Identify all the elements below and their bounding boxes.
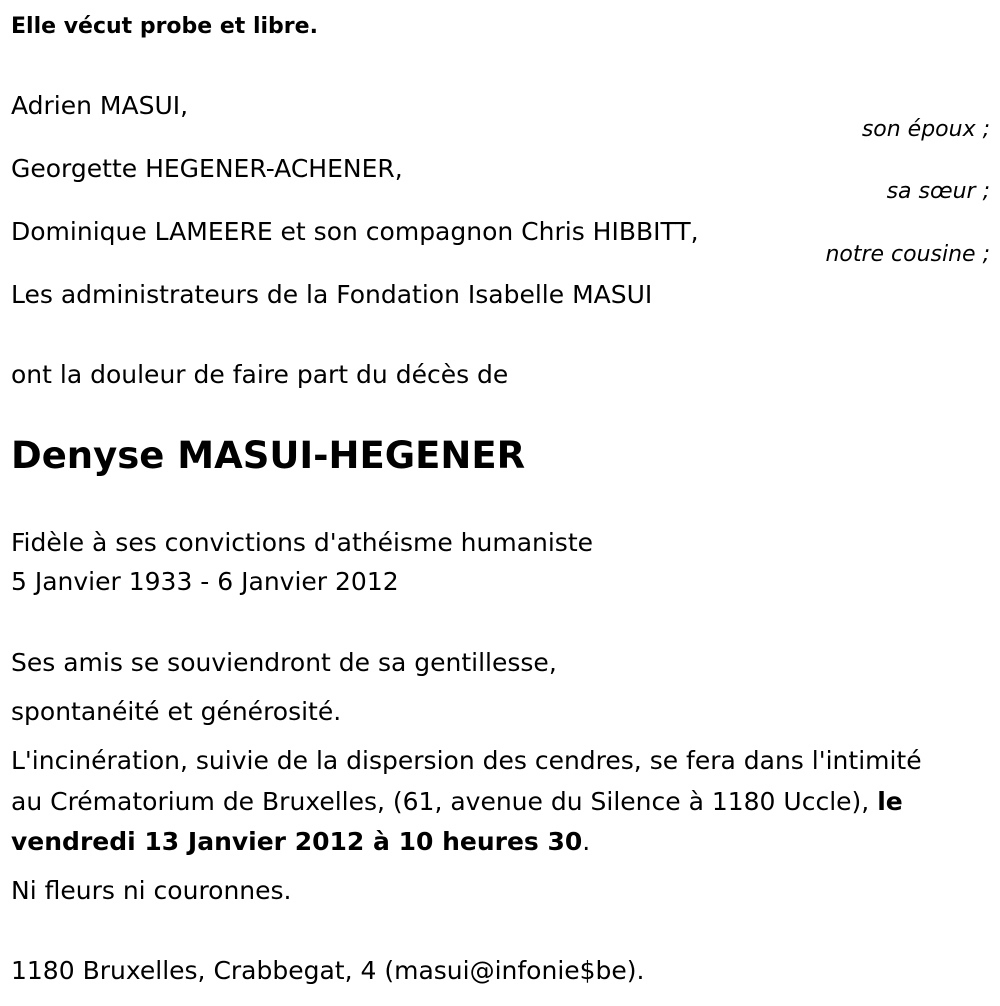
family-member-relation: son époux ; [861, 117, 990, 142]
family-member-name: Adrien MASUI, [11, 91, 189, 120]
ceremony-period: . [582, 827, 591, 856]
family-member-relation: notre cousine ; [825, 242, 990, 267]
ceremony-line: L'incinération, suivie de la dispersion des cendres, se fera dans l'intimité [11, 746, 922, 775]
family-member-relation: sa sœur ; [886, 179, 990, 204]
ceremony-line [11, 827, 590, 857]
motto: Elle vécut probe et libre. [11, 14, 318, 39]
conviction-text: Fidèle à ses convictions d'athéisme humaniste [11, 528, 594, 557]
ceremony-date: vendredi 13 Janvier 2012 à 10 heures 30 [11, 827, 583, 856]
ceremony-date-start: le [877, 787, 903, 816]
family-member-name: Dominique LAMEERE et son compagnon Chris HIBBITT, [11, 217, 699, 246]
friends-remembrance-line: spontanéité et générosité. [11, 697, 342, 726]
announcement-text: ont la douleur de faire part du décès de [11, 360, 509, 389]
ceremony-line [11, 787, 903, 817]
life-dates: 5 Janvier 1933 - 6 Janvier 2012 [11, 567, 399, 596]
friends-remembrance-line: Ses amis se souviendront de sa gentillesse, [11, 648, 557, 677]
family-member-name: Georgette HEGENER-ACHENER, [11, 154, 403, 183]
ceremony-location: au Crématorium de Bruxelles, (61, avenue du Silence à 1180 Uccle), [11, 787, 878, 816]
contact-address: 1180 Bruxelles, Crabbegat, 4 (masui@infonie$be). [11, 956, 645, 985]
deceased-name: Denyse MASUI-HEGENER [11, 434, 526, 477]
family-member-name: Les administrateurs de la Fondation Isabelle MASUI [11, 280, 653, 309]
no-flowers-text: Ni fleurs ni couronnes. [11, 876, 292, 905]
